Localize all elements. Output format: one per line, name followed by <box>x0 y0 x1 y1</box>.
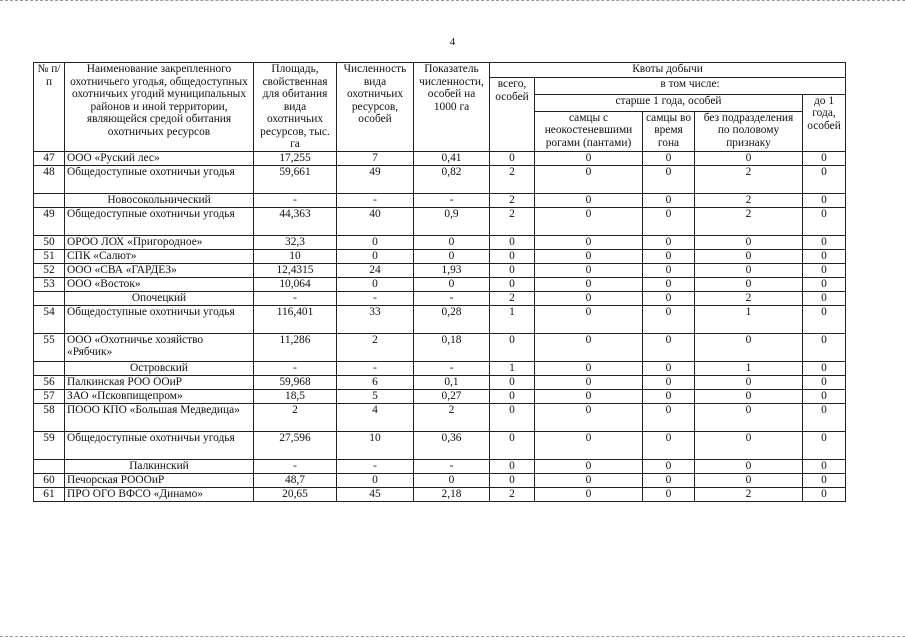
district-row <box>34 193 846 207</box>
area-cell: 10,064 <box>254 277 337 291</box>
no-sex-cell: 2 <box>695 207 803 235</box>
table-row <box>34 235 846 249</box>
under1-cell: 0 <box>803 263 846 277</box>
males-antlers-cell: 0 <box>535 291 643 305</box>
population-cell: 49 <box>337 165 414 193</box>
hunting-ground-name: Общедоступные охотничьи угодья <box>65 431 254 459</box>
no-sex-cell: 1 <box>695 305 803 333</box>
table-row <box>34 151 846 165</box>
district-row <box>34 361 846 375</box>
population-cell: 5 <box>337 389 414 403</box>
row-num: 54 <box>34 305 65 333</box>
area-cell: - <box>254 361 337 375</box>
under1-cell: 0 <box>803 361 846 375</box>
header-no-sex: без подразделения по половому признаку <box>695 111 803 151</box>
density-cell: 0,41 <box>414 151 490 165</box>
table-row <box>34 375 846 389</box>
density-cell: 0,27 <box>414 389 490 403</box>
hunting-ground-name: ЗАО «Псковпищепром» <box>65 389 254 403</box>
header-males-rut: самцы во время гона <box>643 111 695 151</box>
density-cell: 0 <box>414 473 490 487</box>
header-density: Показатель численности, особей на 1000 га <box>414 63 490 152</box>
row-num: 56 <box>34 375 65 389</box>
no-sex-cell: 0 <box>695 431 803 459</box>
row-num: 49 <box>34 207 65 235</box>
total-quota-cell: 0 <box>490 263 535 277</box>
density-cell: 1,93 <box>414 263 490 277</box>
no-sex-cell: 2 <box>695 487 803 501</box>
density-cell: 0 <box>414 235 490 249</box>
row-num: 55 <box>34 333 65 361</box>
total-quota-cell: 2 <box>490 207 535 235</box>
no-sex-cell: 2 <box>695 193 803 207</box>
area-cell: 11,286 <box>254 333 337 361</box>
males-rut-cell: 0 <box>643 403 695 431</box>
table-row <box>34 403 846 431</box>
population-cell: 7 <box>337 151 414 165</box>
density-cell: 0,1 <box>414 375 490 389</box>
total-quota-cell: 0 <box>490 473 535 487</box>
header-older: старше 1 года, особей <box>535 94 803 111</box>
area-cell: - <box>254 193 337 207</box>
density-cell: 0 <box>414 277 490 291</box>
males-rut-cell: 0 <box>643 375 695 389</box>
males-rut-cell: 0 <box>643 207 695 235</box>
area-cell: 12,4315 <box>254 263 337 277</box>
no-sex-cell: 0 <box>695 333 803 361</box>
under1-cell: 0 <box>803 473 846 487</box>
population-cell: 0 <box>337 277 414 291</box>
total-quota-cell: 0 <box>490 277 535 291</box>
bottom-edge-rule <box>0 636 905 637</box>
males-rut-cell: 0 <box>643 291 695 305</box>
males-rut-cell: 0 <box>643 473 695 487</box>
males-antlers-cell: 0 <box>535 207 643 235</box>
area-cell: 44,363 <box>254 207 337 235</box>
hunting-ground-name: Общедоступные охотничьи угодья <box>65 165 254 193</box>
population-cell: - <box>337 291 414 305</box>
total-quota-cell: 2 <box>490 165 535 193</box>
area-cell: 10 <box>254 249 337 263</box>
row-num: 59 <box>34 431 65 459</box>
table-body <box>34 151 846 501</box>
total-quota-cell: 2 <box>490 193 535 207</box>
no-sex-cell: 0 <box>695 403 803 431</box>
under1-cell: 0 <box>803 249 846 263</box>
header-area: Площадь, свойственная для обитания вида охотничьих ресурсов, тыс. га <box>254 63 337 152</box>
total-quota-cell: 0 <box>490 431 535 459</box>
table-row <box>34 165 846 193</box>
hunting-ground-name: ООО «Охотничье хозяйство «Рябчик» <box>65 333 254 361</box>
males-antlers-cell: 0 <box>535 263 643 277</box>
table-row <box>34 473 846 487</box>
total-quota-cell: 2 <box>490 487 535 501</box>
population-cell: - <box>337 193 414 207</box>
header-num: № п/п <box>34 63 65 152</box>
table-row <box>34 431 846 459</box>
table-row <box>34 305 846 333</box>
density-cell: 0,82 <box>414 165 490 193</box>
row-num: 60 <box>34 473 65 487</box>
no-sex-cell: 0 <box>695 249 803 263</box>
males-antlers-cell: 0 <box>535 403 643 431</box>
males-rut-cell: 0 <box>643 277 695 291</box>
males-antlers-cell: 0 <box>535 249 643 263</box>
area-cell: 20,65 <box>254 487 337 501</box>
hunting-ground-name: Палкинская РОО ООиР <box>65 375 254 389</box>
population-cell: 4 <box>337 403 414 431</box>
area-cell: 18,5 <box>254 389 337 403</box>
header-males-antlers: самцы с неокостеневшими рогами (пантами) <box>535 111 643 151</box>
males-antlers-cell: 0 <box>535 473 643 487</box>
table-row <box>34 333 846 361</box>
under1-cell: 0 <box>803 459 846 473</box>
males-rut-cell: 0 <box>643 151 695 165</box>
area-cell: 32,3 <box>254 235 337 249</box>
density-cell: - <box>414 193 490 207</box>
no-sex-cell: 0 <box>695 389 803 403</box>
area-cell: 48,7 <box>254 473 337 487</box>
population-cell: 0 <box>337 473 414 487</box>
hunting-ground-name: ООО «Руский лес» <box>65 151 254 165</box>
no-sex-cell: 0 <box>695 459 803 473</box>
row-num <box>34 361 65 375</box>
row-num <box>34 291 65 305</box>
males-rut-cell: 0 <box>643 305 695 333</box>
hunting-ground-name: ООО «Восток» <box>65 277 254 291</box>
district-name: Островский <box>65 361 254 375</box>
density-cell: - <box>414 459 490 473</box>
area-cell: 59,661 <box>254 165 337 193</box>
males-antlers-cell: 0 <box>535 375 643 389</box>
hunting-ground-name: ПООО КПО «Большая Медведица» <box>65 403 254 431</box>
males-antlers-cell: 0 <box>535 431 643 459</box>
total-quota-cell: 0 <box>490 459 535 473</box>
total-quota-cell: 0 <box>490 249 535 263</box>
density-cell: 0,36 <box>414 431 490 459</box>
total-quota-cell: 1 <box>490 305 535 333</box>
population-cell: 45 <box>337 487 414 501</box>
row-num: 52 <box>34 263 65 277</box>
population-cell: 2 <box>337 333 414 361</box>
row-num: 47 <box>34 151 65 165</box>
density-cell: 2,18 <box>414 487 490 501</box>
hunting-ground-name: ПРО ОГО ВФСО «Динамо» <box>65 487 254 501</box>
total-quota-cell: 2 <box>490 291 535 305</box>
under1-cell: 0 <box>803 235 846 249</box>
population-cell: 0 <box>337 235 414 249</box>
no-sex-cell: 0 <box>695 235 803 249</box>
area-cell: 2 <box>254 403 337 431</box>
row-num <box>34 459 65 473</box>
population-cell: 40 <box>337 207 414 235</box>
no-sex-cell: 0 <box>695 263 803 277</box>
males-antlers-cell: 0 <box>535 165 643 193</box>
under1-cell: 0 <box>803 431 846 459</box>
header-including: в том числе: <box>535 78 846 95</box>
density-cell: 0,18 <box>414 333 490 361</box>
table-row <box>34 207 846 235</box>
table-header <box>34 63 846 152</box>
row-num: 58 <box>34 403 65 431</box>
density-cell: - <box>414 291 490 305</box>
table-row <box>34 263 846 277</box>
under1-cell: 0 <box>803 207 846 235</box>
population-cell: 0 <box>337 249 414 263</box>
hunting-ground-name: ОРОО ЛОХ «Пригородное» <box>65 235 254 249</box>
males-rut-cell: 0 <box>643 235 695 249</box>
under1-cell: 0 <box>803 389 846 403</box>
row-num: 48 <box>34 165 65 193</box>
males-rut-cell: 0 <box>643 249 695 263</box>
header-population: Численность вида охотничьих ресурсов, особей <box>337 63 414 152</box>
area-cell: 17,255 <box>254 151 337 165</box>
header-name: Наименование закрепленного охотничьего угодья, общедоступных охотничьих угодий муниципальных районов и иной территории, являющейся средой обитания охотничьих ресурсов <box>65 63 254 152</box>
table-row <box>34 277 846 291</box>
population-cell: 24 <box>337 263 414 277</box>
no-sex-cell: 0 <box>695 277 803 291</box>
hunting-ground-name: Печорская РОООиР <box>65 473 254 487</box>
males-rut-cell: 0 <box>643 431 695 459</box>
area-cell: 27,596 <box>254 431 337 459</box>
no-sex-cell: 2 <box>695 291 803 305</box>
population-cell: 33 <box>337 305 414 333</box>
males-antlers-cell: 0 <box>535 389 643 403</box>
area-cell: - <box>254 291 337 305</box>
row-num: 50 <box>34 235 65 249</box>
header-total: всего, особей <box>490 78 535 152</box>
males-antlers-cell: 0 <box>535 305 643 333</box>
no-sex-cell: 0 <box>695 375 803 389</box>
area-cell: - <box>254 459 337 473</box>
under1-cell: 0 <box>803 403 846 431</box>
hunting-ground-name: Общедоступные охотничьи угодья <box>65 305 254 333</box>
district-name: Опочецкий <box>65 291 254 305</box>
no-sex-cell: 0 <box>695 473 803 487</box>
total-quota-cell: 0 <box>490 333 535 361</box>
under1-cell: 0 <box>803 375 846 389</box>
no-sex-cell: 1 <box>695 361 803 375</box>
males-antlers-cell: 0 <box>535 277 643 291</box>
row-num: 61 <box>34 487 65 501</box>
males-rut-cell: 0 <box>643 389 695 403</box>
header-quotas: Квоты добычи <box>490 63 846 78</box>
hunting-ground-name: СПК «Салют» <box>65 249 254 263</box>
under1-cell: 0 <box>803 305 846 333</box>
total-quota-cell: 0 <box>490 389 535 403</box>
density-cell: 0 <box>414 249 490 263</box>
population-cell: 6 <box>337 375 414 389</box>
page-number: 4 <box>449 36 456 48</box>
under1-cell: 0 <box>803 277 846 291</box>
males-rut-cell: 0 <box>643 333 695 361</box>
hunting-ground-name: Общедоступные охотничьи угодья <box>65 207 254 235</box>
area-cell: 116,401 <box>254 305 337 333</box>
males-rut-cell: 0 <box>643 361 695 375</box>
district-name: Палкинский <box>65 459 254 473</box>
males-antlers-cell: 0 <box>535 151 643 165</box>
males-rut-cell: 0 <box>643 263 695 277</box>
row-num: 57 <box>34 389 65 403</box>
total-quota-cell: 0 <box>490 403 535 431</box>
males-rut-cell: 0 <box>643 165 695 193</box>
hunting-quota-table <box>33 62 846 502</box>
males-antlers-cell: 0 <box>535 459 643 473</box>
hunting-ground-name: ООО «СВА «ГАРДЕЗ» <box>65 263 254 277</box>
under1-cell: 0 <box>803 333 846 361</box>
under1-cell: 0 <box>803 151 846 165</box>
males-antlers-cell: 0 <box>535 361 643 375</box>
total-quota-cell: 0 <box>490 375 535 389</box>
row-num: 53 <box>34 277 65 291</box>
males-rut-cell: 0 <box>643 487 695 501</box>
table-row <box>34 249 846 263</box>
area-cell: 59,968 <box>254 375 337 389</box>
row-num: 51 <box>34 249 65 263</box>
under1-cell: 0 <box>803 165 846 193</box>
males-antlers-cell: 0 <box>535 193 643 207</box>
no-sex-cell: 2 <box>695 165 803 193</box>
under1-cell: 0 <box>803 291 846 305</box>
total-quota-cell: 0 <box>490 151 535 165</box>
under1-cell: 0 <box>803 193 846 207</box>
density-cell: 0,28 <box>414 305 490 333</box>
density-cell: - <box>414 361 490 375</box>
top-edge-rule <box>0 0 905 1</box>
population-cell: - <box>337 361 414 375</box>
under1-cell: 0 <box>803 487 846 501</box>
table-row <box>34 389 846 403</box>
population-cell: - <box>337 459 414 473</box>
row-num <box>34 193 65 207</box>
header-under1: до 1 года, особей <box>803 94 846 151</box>
males-antlers-cell: 0 <box>535 235 643 249</box>
district-name: Новосокольнический <box>65 193 254 207</box>
table-row <box>34 487 846 501</box>
total-quota-cell: 0 <box>490 235 535 249</box>
males-rut-cell: 0 <box>643 193 695 207</box>
density-cell: 0,9 <box>414 207 490 235</box>
no-sex-cell: 0 <box>695 151 803 165</box>
district-row <box>34 459 846 473</box>
males-antlers-cell: 0 <box>535 487 643 501</box>
males-antlers-cell: 0 <box>535 333 643 361</box>
district-row <box>34 291 846 305</box>
total-quota-cell: 1 <box>490 361 535 375</box>
density-cell: 2 <box>414 403 490 431</box>
population-cell: 10 <box>337 431 414 459</box>
males-rut-cell: 0 <box>643 459 695 473</box>
